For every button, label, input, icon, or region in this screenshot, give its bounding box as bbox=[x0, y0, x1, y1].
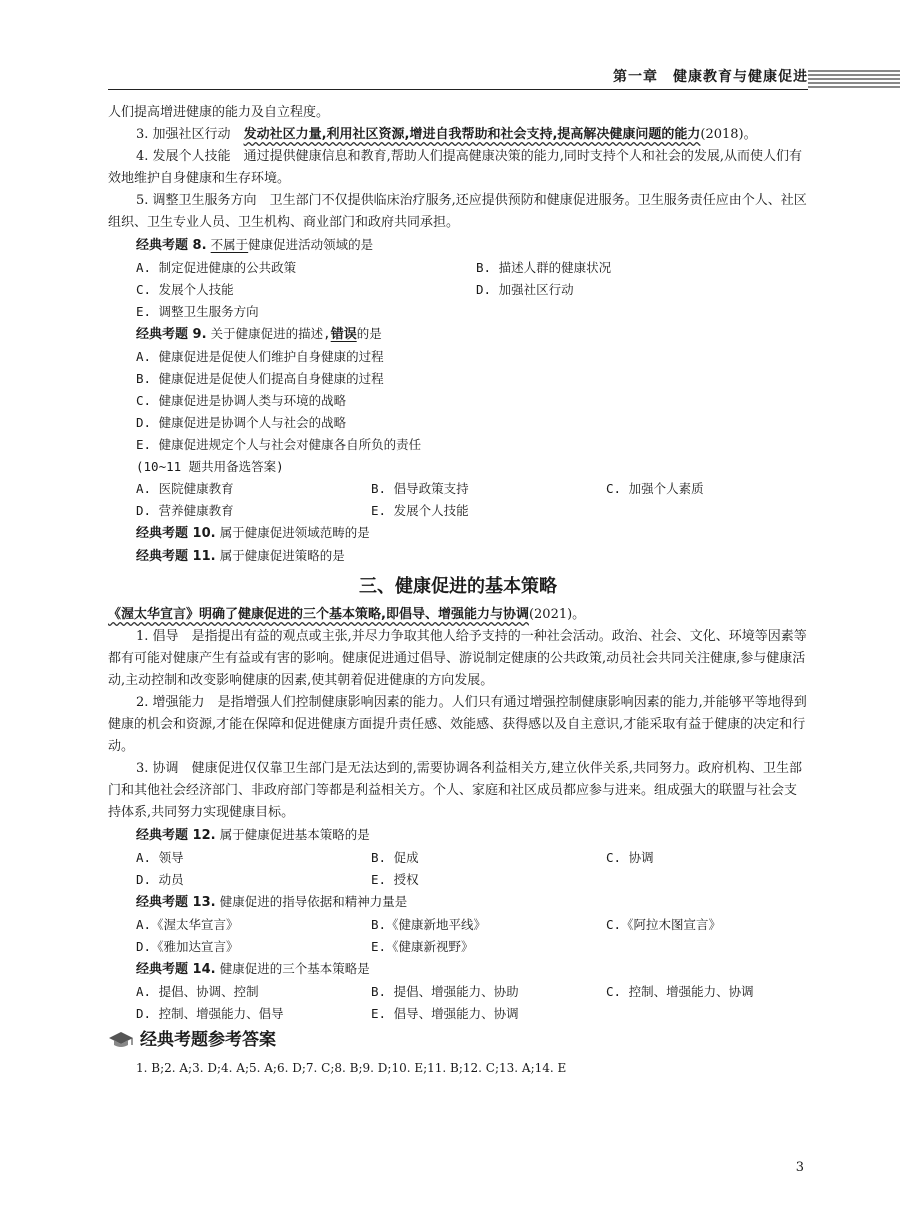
page-content bbox=[108, 102, 808, 1079]
question-number: 经典考题 10. bbox=[136, 526, 216, 541]
option: B. 倡导政策支持 bbox=[371, 481, 469, 496]
option: C.《阿拉木图宣言》 bbox=[606, 917, 722, 932]
question-9 bbox=[136, 323, 808, 346]
shared-options bbox=[136, 500, 808, 522]
option: A. 健康促进是促使人们维护自身健康的过程 bbox=[136, 349, 384, 364]
strategy-label: 3. 协调 bbox=[136, 761, 179, 776]
option: B. 健康促进是促使人们提高自身健康的过程 bbox=[136, 371, 384, 386]
strategy-4-text: 通过提供健康信息和教育,帮助人们提高健康决策的能力,同时支持个人和社会的发展,从而使人们有效地维护自身健康和生存环境。 bbox=[108, 149, 802, 186]
page-number: 3 bbox=[795, 1160, 804, 1175]
question-stem: 属于健康促进基本策略的是 bbox=[219, 827, 370, 842]
ottawa-year: (2021)。 bbox=[528, 607, 586, 622]
graduation-cap-icon bbox=[108, 1030, 134, 1050]
answers-title: 经典考题参考答案 bbox=[140, 1030, 276, 1050]
option: B. 提倡、增强能力、协助 bbox=[371, 984, 519, 999]
option: C. 控制、增强能力、协调 bbox=[606, 984, 754, 999]
option: E. 调整卫生服务方向 bbox=[136, 304, 259, 319]
option: D. 加强社区行动 bbox=[476, 282, 574, 297]
ottawa-text: 《渥太华宣言》明确了健康促进的三个基本策略,即倡导、增强能力与协调 bbox=[108, 607, 529, 622]
strategy-5-label: 5. 调整卫生服务方向 bbox=[136, 193, 257, 208]
option: C. 发展个人技能 bbox=[136, 282, 234, 297]
shared-options bbox=[136, 478, 808, 500]
section-title: 三、健康促进的基本策略 bbox=[359, 576, 557, 597]
option: B. 描述人群的健康状况 bbox=[476, 260, 612, 275]
option: A. 提倡、协调、控制 bbox=[136, 984, 259, 999]
question-8-options bbox=[136, 257, 808, 279]
header-rule bbox=[108, 89, 808, 90]
header-stripes bbox=[808, 70, 900, 90]
strategy-text: 健康促进仅仅靠卫生部门是无法达到的,需要协调各利益相关方,建立伙伴关系,共同努力。政府机构、卫生部门和其他社会经济部门、非政府部门等都是利益相关方。个人、家庭和社区成员都应参与进来。组成强大的联盟与社会支持体系,共同努力实现健康目标。 bbox=[108, 761, 802, 820]
strategy-enabling bbox=[108, 692, 808, 758]
question-8 bbox=[136, 234, 808, 257]
option: B.《健康新地平线》 bbox=[371, 917, 487, 932]
question-14-options bbox=[136, 981, 808, 1003]
answers-list: 1. B;2. A;3. D;4. A;5. A;6. D;7. C;8. B;9. D;10. E;11. B;12. C;13. A;14. E bbox=[136, 1061, 567, 1075]
question-13 bbox=[136, 891, 808, 914]
option: C. 协调 bbox=[606, 850, 654, 865]
question-number: 经典考题 8. bbox=[136, 238, 207, 253]
option: E. 授权 bbox=[371, 872, 419, 887]
intro-line: 人们提高增进健康的能力及自立程度。 bbox=[108, 105, 330, 120]
question-number: 经典考题 14. bbox=[136, 962, 216, 977]
question-stem: 健康促进的指导依据和精神力量是 bbox=[219, 894, 408, 909]
option: B. 促成 bbox=[371, 850, 419, 865]
option: A. 领导 bbox=[136, 850, 184, 865]
question-keyword: 错误 bbox=[330, 327, 357, 342]
option: D. 动员 bbox=[136, 872, 184, 887]
question-12-options bbox=[136, 847, 808, 869]
running-header bbox=[108, 64, 900, 92]
strategy-3 bbox=[108, 124, 808, 146]
answers-heading bbox=[108, 1029, 808, 1051]
question-10 bbox=[136, 522, 808, 545]
strategy-4-label: 4. 发展个人技能 bbox=[136, 149, 231, 164]
strategy-3-text: 发动社区力量,利用社区资源,增进自我帮助和社会支持,提高解决健康问题的能力 bbox=[243, 127, 701, 142]
question-14-options bbox=[136, 1003, 808, 1025]
question-11 bbox=[136, 545, 808, 568]
strategy-3-label: 3. 加强社区行动 bbox=[136, 127, 231, 142]
question-stem: 属于健康促进策略的是 bbox=[219, 548, 345, 563]
strategy-3-year: (2018)。 bbox=[700, 127, 757, 142]
ottawa-declaration bbox=[108, 604, 808, 626]
option: E. 倡导、增强能力、协调 bbox=[371, 1006, 519, 1021]
option: D. 健康促进是协调个人与社会的战略 bbox=[136, 415, 347, 430]
shared-options-note: (10~11 题共用备选答案) bbox=[136, 459, 284, 474]
strategy-text: 是指增强人们控制健康影响因素的能力。人们只有通过增强控制健康影响因素的能力,并能够平等地得到健康的机会和资源,才能在保障和促进健康方面提升责任感、效能感、获得感以及自主意识,才能采取有益于健康的决定和行动。 bbox=[108, 695, 807, 754]
strategy-5-text: 卫生部门不仅提供临床治疗服务,还应提供预防和健康促进服务。卫生服务责任应由个人、社区组织、卫生专业人员、卫生机构、商业部门和政府共同承担。 bbox=[108, 193, 807, 230]
strategy-5 bbox=[108, 190, 808, 234]
question-stem: 健康促进的三个基本策略是 bbox=[219, 961, 370, 976]
question-13-options bbox=[136, 914, 808, 936]
strategy-mediation bbox=[108, 758, 808, 824]
chapter-title: 第一章 健康教育与健康促进 bbox=[613, 69, 808, 85]
question-14 bbox=[136, 958, 808, 981]
question-8-options bbox=[136, 279, 808, 301]
question-number: 经典考题 9. bbox=[136, 327, 207, 342]
question-stem: 属于健康促进领域范畴的是 bbox=[219, 525, 370, 540]
question-number: 经典考题 12. bbox=[136, 828, 216, 843]
question-stem: 健康促进活动领域的是 bbox=[248, 237, 374, 252]
strategy-label: 2. 增强能力 bbox=[136, 695, 205, 710]
strategy-label: 1. 倡导 bbox=[136, 629, 179, 644]
question-12-options bbox=[136, 869, 808, 891]
option: E.《健康新视野》 bbox=[371, 939, 474, 954]
question-12 bbox=[136, 824, 808, 847]
option: E. 健康促进规定个人与社会对健康各自所负的责任 bbox=[136, 437, 422, 452]
option: C. 加强个人素质 bbox=[606, 481, 704, 496]
question-stem-end: 的是 bbox=[356, 326, 382, 341]
strategy-advocacy bbox=[108, 626, 808, 692]
option: E. 发展个人技能 bbox=[371, 503, 469, 518]
option: D.《雅加达宣言》 bbox=[136, 939, 239, 954]
question-number: 经典考题 11. bbox=[136, 549, 216, 564]
strategy-text: 是指提出有益的观点或主张,并尽力争取其他人给予支持的一种社会活动。政治、社会、文化、环境等因素等都有可能对健康产生有益或有害的影响。健康促进通过倡导、游说制定健康的公共政策,动员社会共同关注健康,参与健康活动,主动控制和改变影响健康的因素,使其朝着促进健康的方向发展。 bbox=[108, 629, 807, 688]
option: A. 制定促进健康的公共政策 bbox=[136, 260, 297, 275]
question-number: 经典考题 13. bbox=[136, 895, 216, 910]
strategy-4 bbox=[108, 146, 808, 190]
option: C. 健康促进是协调人类与环境的战略 bbox=[136, 393, 347, 408]
option: D. 营养健康教育 bbox=[136, 503, 234, 518]
question-stem: 关于健康促进的描述, bbox=[210, 326, 331, 341]
option: A.《渥太华宣言》 bbox=[136, 917, 239, 932]
option: D. 控制、增强能力、倡导 bbox=[136, 1006, 284, 1021]
option: A. 医院健康教育 bbox=[136, 481, 234, 496]
question-13-options bbox=[136, 936, 808, 958]
question-keyword: 不属于 bbox=[210, 237, 249, 252]
